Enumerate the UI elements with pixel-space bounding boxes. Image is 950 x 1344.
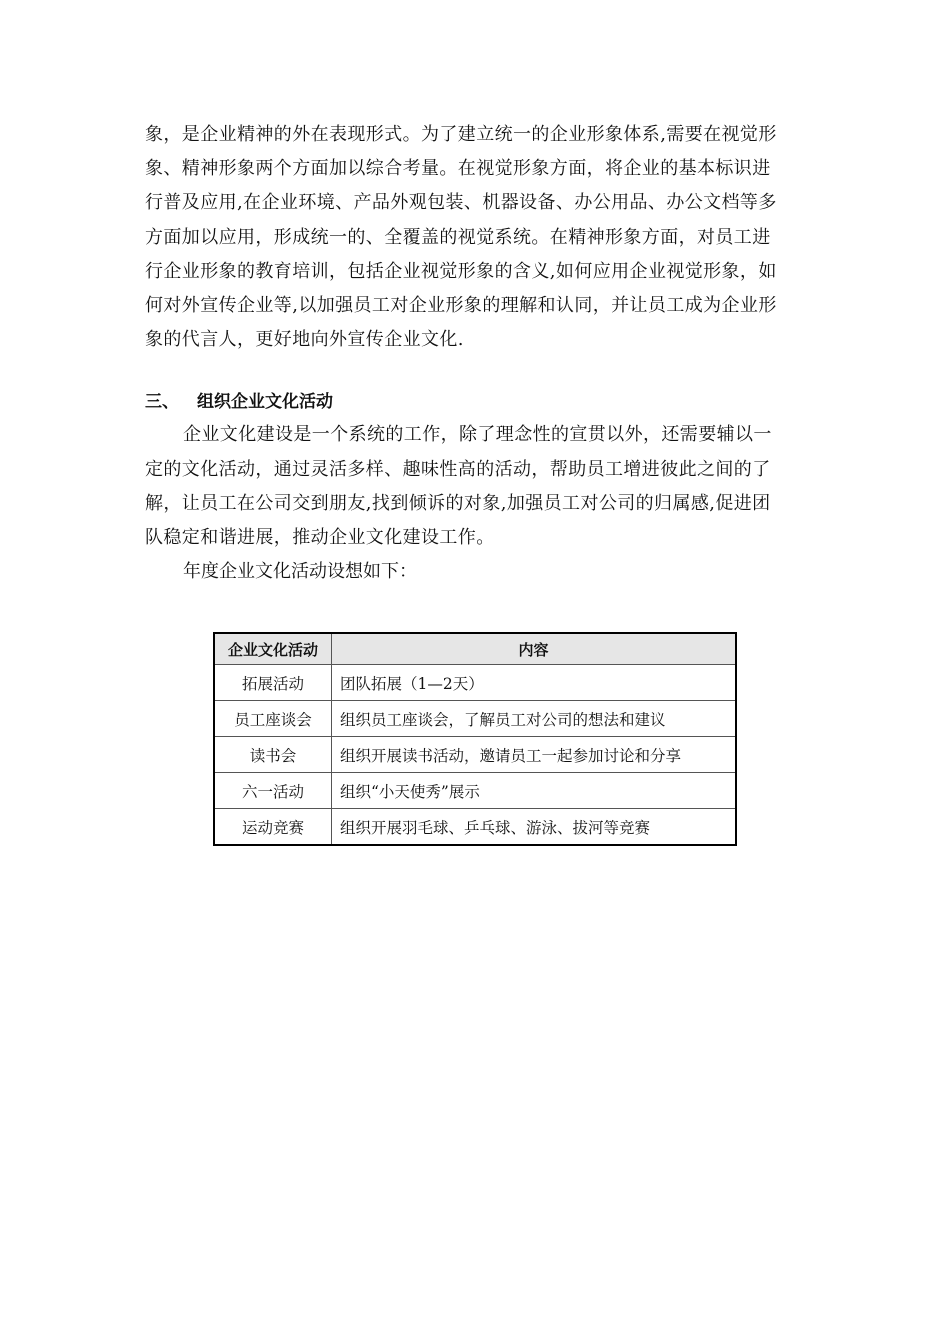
paragraph-line: 何对外宣传企业等,以加强员工对企业形象的理解和认同，并让员工成为企业形 [145,295,777,317]
table-header-row [214,633,736,665]
paragraph-line: 定的文化活动，通过灵活多样、趣味性高的活动，帮助员工增进彼此之间的了 [145,458,771,480]
column-header-activity: 企业文化活动 [214,633,332,665]
activity-cell: 六一活动 [214,773,332,809]
activity-table [213,632,737,846]
table-row [214,809,736,846]
paragraph-culture-activities [145,418,810,555]
column-header-content: 内容 [332,633,737,665]
paragraph-line: 行企业形象的教育培训，包括企业视觉形象的含义,如何应用企业视觉形象，如 [145,260,777,282]
paragraph-line: 方面加以应用，形成统一的、全覆盖的视觉系统。在精神形象方面，对员工进 [145,226,771,248]
paragraph-line: 企业文化建设是一个系统的工作，除了理念性的宣贯以外，还需要辅以一 [183,424,772,446]
content-cell: 组织开展羽毛球、乒乓球、游泳、拔河等竞赛 [332,809,737,846]
paragraph-line: 象的代言人，更好地向外宣传企业文化. [145,329,464,351]
section-title: 组织企业文化活动 [197,392,333,413]
content-cell: 组织“小天使秀”展示 [332,773,737,809]
table-row [214,665,736,701]
content-cell: 组织员工座谈会，了解员工对公司的想法和建议 [332,701,737,737]
section-number: 三、 [145,392,179,413]
paragraph-line: 队稳定和谐进展，推动企业文化建设工作。 [145,527,495,549]
document-page [145,118,810,589]
paragraph-line: 象，是企业精神的外在表现形式。为了建立统一的企业形象体系,需要在视觉形 [145,124,777,145]
section-heading [145,388,810,416]
activity-cell: 读书会 [214,737,332,773]
table-row [214,773,736,809]
paragraph-corporate-image [145,118,810,357]
paragraph-line: 解，让员工在公司交到朋友,找到倾诉的对象,加强员工对公司的归属感,促进团 [145,492,771,514]
content-cell: 团队拓展（1—2天） [332,665,737,701]
table-intro: 年度企业文化活动设想如下： [183,561,417,583]
activity-cell: 员工座谈会 [214,701,332,737]
activity-cell: 拓展活动 [214,665,332,701]
paragraph-line: 象、精神形象两个方面加以综合考量。在视觉形象方面，将企业的基本标识进 [145,158,771,180]
table-row [214,701,736,737]
table-row [214,737,736,773]
paragraph-line: 行普及应用,在企业环境、产品外观包装、机器设备、办公用品、办公文档等多 [145,192,777,214]
content-cell: 组织开展读书活动，邀请员工一起参加讨论和分享 [332,737,737,773]
activity-cell: 运动竞赛 [214,809,332,846]
